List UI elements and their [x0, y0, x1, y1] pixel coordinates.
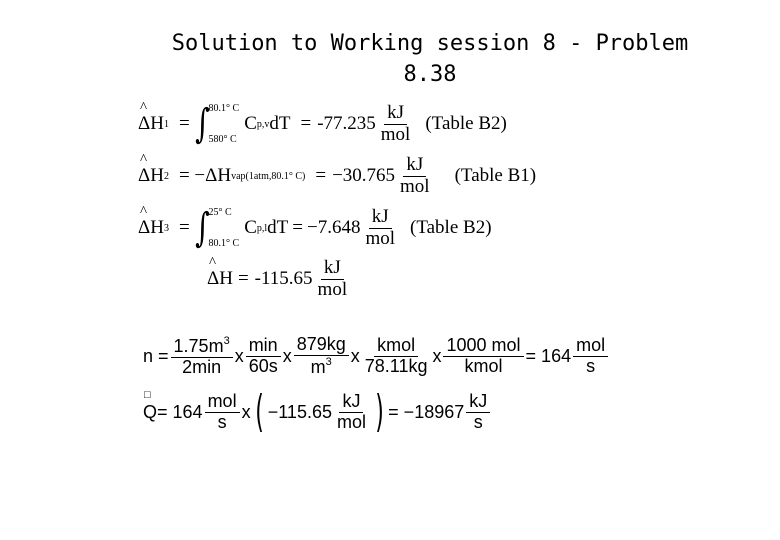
- eq5-r-den: s: [586, 355, 596, 376]
- eq4-unit-den: mol: [317, 278, 348, 300]
- eq5-f3-den: m: [310, 356, 326, 377]
- eq2-rhs-start: = −ΔH: [178, 165, 232, 187]
- eq1-equals: =: [178, 113, 190, 135]
- eq3-equals: =: [178, 217, 190, 239]
- eq5-r-num: mol: [573, 336, 608, 357]
- eq1-integrand-sub: p,v: [256, 118, 270, 130]
- eq5-frac-3: [294, 335, 349, 378]
- eq1-integral: [192, 101, 243, 148]
- eq1-integrand: C: [244, 113, 257, 135]
- integral-sign-icon: ∫: [194, 101, 210, 148]
- eq2-unit: [397, 155, 433, 198]
- eq2-ref: (Table B1): [454, 165, 537, 187]
- eq6-result-unit: [466, 392, 490, 433]
- eq1-equals-2: =: [300, 113, 312, 135]
- eq2-lhs: ^ ΔH: [138, 165, 164, 187]
- eq2-value: −30.765: [332, 165, 396, 187]
- eq1-lhs-sub: 1: [163, 118, 169, 130]
- eq3-int-lower: 80.1° C: [208, 238, 240, 250]
- eq1-unit: [378, 103, 414, 146]
- eq5-f1-num-sup: 3: [223, 335, 230, 347]
- eq3-lhs: ^ ΔH: [138, 217, 164, 239]
- eq6-times: x: [241, 401, 251, 422]
- eq4-unit: [315, 258, 351, 301]
- eq3-value: −7.648: [306, 217, 361, 239]
- eq5-frac-4: [362, 336, 431, 377]
- eq5-f2-den: 60s: [248, 355, 278, 376]
- eq6-result: = −18967: [388, 401, 465, 422]
- eq6-inner-den: mol: [336, 411, 366, 432]
- eq6-r-den: s: [473, 411, 483, 432]
- right-paren-icon: ): [375, 386, 384, 437]
- eq5-f3-den-sup: 3: [325, 355, 332, 368]
- eq1-unit-num: kJ: [384, 103, 407, 125]
- eq3-ref: (Table B2): [410, 217, 492, 239]
- left-paren-icon: (: [254, 386, 264, 437]
- equation-molar-flow: [143, 335, 610, 378]
- eq3-dT: dT: [267, 217, 289, 239]
- eq3-unit: [362, 207, 398, 250]
- eq3-unit-num: kJ: [369, 207, 392, 229]
- eq3-equals-2: =: [292, 217, 303, 239]
- eq4-lhs: ^ ΔH: [207, 268, 233, 290]
- eq5-times-1: x: [234, 345, 244, 366]
- eq5-f4-num: kmol: [374, 336, 418, 357]
- eq6-frac-1: [205, 392, 240, 433]
- eq2-unit-den: mol: [400, 175, 430, 197]
- eq3-lhs-sub: 3: [163, 222, 169, 234]
- eq4-unit-num: kJ: [321, 258, 344, 280]
- eq6-lhs: □ Q: [143, 402, 157, 423]
- eq5-f5-num: 1000 mol: [443, 336, 523, 357]
- eq1-unit-den: mol: [380, 123, 411, 145]
- eq1-int-lower: 580° C: [208, 134, 237, 146]
- eq2-lhs-sub: 2: [163, 170, 169, 182]
- eq5-f1-num: 1.75m: [173, 336, 224, 356]
- eq6-f1-num: mol: [205, 392, 240, 413]
- title-line-1: Solution to Working session 8 - Problem: [171, 31, 689, 56]
- equation-heat-rate: [143, 386, 492, 437]
- eq5-times-2: x: [282, 345, 292, 366]
- equation-delta-h-total: [207, 258, 352, 301]
- eq5-f2-num: min: [246, 336, 281, 357]
- eq1-int-upper: 80.1° C: [208, 103, 240, 115]
- slide-title: [150, 28, 710, 90]
- eq6-f1-den: s: [217, 411, 227, 432]
- eq5-f5-den: kmol: [464, 355, 503, 376]
- title-line-2: 8.38: [403, 62, 457, 87]
- eq2-unit-num: kJ: [403, 155, 426, 177]
- equation-delta-h3: [138, 207, 492, 250]
- eq4-equals: =: [237, 268, 249, 290]
- eq4-value: -115.65: [254, 268, 313, 290]
- eq6-inner-unit: [334, 392, 369, 433]
- eq5-f4-den: 78.11kg: [364, 355, 428, 376]
- eq1-value: -77.235: [317, 113, 376, 135]
- eq2-equals: =: [315, 165, 327, 187]
- eq6-inner-value: −115.65: [267, 401, 332, 422]
- integral-sign-icon: ∫: [194, 205, 210, 252]
- eq5-frac-5: [443, 336, 523, 377]
- eq3-integral: [192, 205, 243, 252]
- eq5-frac-2: [246, 336, 281, 377]
- eq3-int-upper: 25° C: [208, 207, 232, 219]
- eq6-equals: = 164: [157, 401, 203, 422]
- eq6-inner-num: kJ: [339, 392, 363, 413]
- eq6-r-num: kJ: [466, 392, 490, 413]
- eq3-integrand: C: [244, 217, 257, 239]
- eq3-integrand-sub: p,l: [256, 222, 268, 234]
- eq5-f3-num: 879kg: [294, 335, 349, 356]
- eq5-times-4: x: [432, 345, 442, 366]
- equation-delta-h1: [138, 103, 507, 146]
- equation-delta-h2: [138, 155, 536, 198]
- eq2-vap-sub: vap(1atm,80.1° C): [231, 170, 306, 182]
- eq5-f1-den: 2min: [182, 356, 222, 377]
- eq1-dT: dT: [269, 113, 291, 135]
- eq5-lhs: n =: [143, 345, 169, 366]
- eq5-times-3: x: [350, 345, 360, 366]
- eq1-lhs: ^ ΔH: [138, 113, 164, 135]
- eq5-result-unit: [573, 336, 608, 377]
- eq3-unit-den: mol: [365, 227, 396, 249]
- eq1-ref: (Table B2): [425, 113, 507, 135]
- eq5-result: = 164: [525, 345, 572, 366]
- eq5-frac-1: [171, 335, 233, 378]
